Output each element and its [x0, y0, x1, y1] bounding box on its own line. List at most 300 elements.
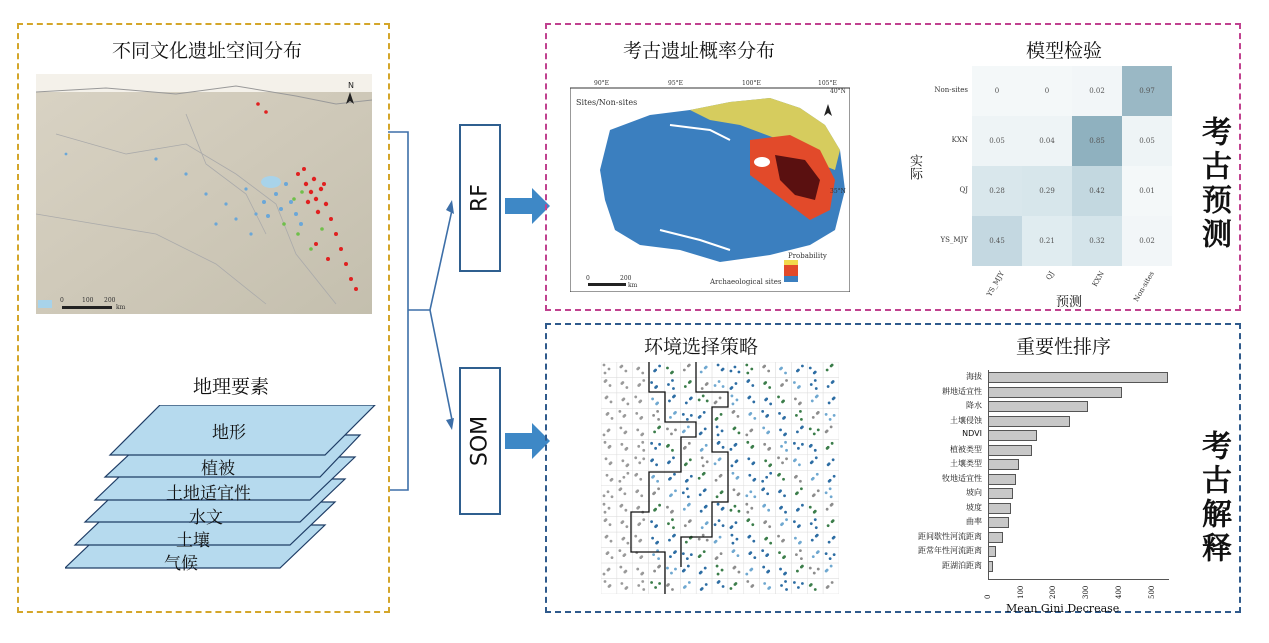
prob-top-tick-90: 90°E: [594, 80, 610, 87]
som-glyph: [702, 464, 705, 467]
som-glyph: [674, 550, 677, 553]
som-glyph: [688, 442, 691, 445]
som-glyph: [815, 456, 818, 459]
prob-legend-caption: Archaeological sites: [710, 278, 782, 286]
som-glyph: [671, 379, 674, 382]
importance-bar: [988, 488, 1013, 499]
som-cell: [617, 439, 633, 454]
som-glyph: [826, 429, 829, 432]
som-glyph: [625, 386, 628, 389]
som-glyph: [706, 539, 709, 542]
importance-bar: [988, 416, 1070, 427]
som-glyph: [795, 475, 798, 478]
som-glyph: [738, 492, 741, 495]
som-cell: [823, 455, 839, 470]
som-glyph: [701, 448, 704, 451]
som-glyph: [636, 568, 639, 571]
som-glyph: [717, 503, 720, 506]
som-glyph: [650, 442, 653, 445]
som-glyph: [780, 445, 783, 448]
som-glyph: [812, 477, 815, 480]
som-cell: [712, 455, 728, 470]
som-cell: [791, 532, 807, 547]
som-glyph: [705, 583, 708, 586]
som-glyph: [703, 472, 706, 475]
som-glyph: [611, 495, 614, 498]
som-cell: [680, 517, 696, 532]
som-glyph: [609, 384, 612, 387]
som-glyph: [766, 414, 769, 417]
som-glyph: [817, 428, 820, 431]
som-glyph: [833, 414, 836, 417]
som-glyph: [785, 449, 788, 452]
layer-terrain: 地形: [212, 423, 246, 443]
som-glyph: [830, 565, 833, 568]
som-glyph: [686, 557, 689, 560]
som-glyph: [829, 479, 832, 482]
som-glyph: [730, 370, 733, 373]
som-glyph: [704, 488, 707, 491]
som-glyph: [797, 447, 800, 450]
som-glyph: [674, 489, 677, 492]
som-cell: [728, 579, 744, 594]
som-glyph: [797, 508, 800, 511]
som-glyph: [641, 441, 644, 444]
cm-ylabel: 实际: [907, 154, 922, 180]
som-glyph: [746, 372, 749, 375]
som-glyph: [765, 398, 768, 401]
som-glyph: [751, 584, 754, 587]
som-glyph: [689, 380, 692, 383]
som-cell: [633, 579, 649, 594]
importance-bar: [988, 430, 1037, 441]
som-glyph: [811, 539, 814, 542]
som-glyph: [623, 492, 626, 495]
som-glyph: [826, 508, 829, 511]
som-glyph: [831, 503, 834, 506]
som-glyph: [826, 369, 829, 372]
som-cell: [633, 439, 649, 454]
som-glyph: [801, 443, 804, 446]
som-glyph: [810, 583, 813, 586]
som-cell: [664, 548, 680, 563]
som-cell: [823, 408, 839, 423]
som-glyph: [641, 432, 644, 435]
som-glyph: [825, 413, 828, 416]
som-glyph: [666, 506, 669, 509]
som-glyph: [654, 369, 657, 372]
som-glyph: [667, 583, 670, 586]
som-glyph: [652, 475, 655, 478]
som-glyph: [722, 446, 725, 449]
som-glyph: [653, 430, 656, 433]
som-glyph: [714, 462, 717, 465]
som-glyph: [624, 370, 627, 373]
som-glyph: [624, 509, 627, 512]
som-glyph: [608, 368, 611, 371]
som-glyph: [690, 414, 693, 417]
prob-map-scale-200: 200: [620, 275, 632, 282]
som-glyph: [639, 539, 642, 542]
som-glyph: [606, 474, 609, 477]
som-glyph: [626, 472, 629, 475]
som-glyph: [606, 535, 609, 538]
som-glyph: [642, 518, 645, 521]
som-cell: [680, 439, 696, 454]
som-glyph: [829, 418, 832, 421]
som-glyph: [666, 427, 669, 430]
som-glyph: [652, 414, 655, 417]
importance-xlabel: Mean Gini Decrease: [1006, 602, 1120, 615]
som-cell: [712, 362, 728, 377]
som-glyph: [764, 459, 767, 462]
som-glyph: [654, 447, 657, 450]
som-glyph: [745, 433, 748, 436]
som-cell: [633, 408, 649, 423]
som-glyph: [717, 433, 720, 436]
som-glyph: [700, 431, 703, 434]
som-glyph: [753, 495, 756, 498]
som-glyph: [618, 480, 621, 483]
som-glyph: [783, 494, 786, 497]
som-glyph: [618, 410, 621, 413]
som-glyph: [638, 383, 641, 386]
som-glyph: [735, 382, 738, 385]
som-glyph: [748, 474, 751, 477]
som-cell: [744, 548, 760, 563]
som-cell: [744, 532, 760, 547]
som-glyph: [610, 401, 613, 404]
som-grid: [601, 362, 839, 594]
som-glyph: [765, 537, 768, 540]
som-cell: [807, 408, 823, 423]
rf-model-box: [459, 124, 501, 272]
som-glyph: [700, 371, 703, 374]
cm-col-label: KXN: [1090, 270, 1106, 289]
som-glyph: [799, 549, 802, 552]
som-glyph: [721, 569, 724, 572]
som-glyph: [809, 567, 812, 570]
som-glyph: [810, 444, 813, 447]
som-glyph: [814, 379, 817, 382]
som-glyph: [607, 490, 610, 493]
som-cell: [823, 470, 839, 485]
som-glyph: [829, 487, 832, 490]
som-glyph: [668, 460, 671, 463]
som-glyph: [682, 413, 685, 416]
som-glyph: [767, 430, 770, 433]
som-glyph: [783, 416, 786, 419]
som-glyph: [762, 487, 765, 490]
som-glyph: [667, 444, 670, 447]
cm-row-label: Non-sites: [934, 86, 968, 94]
som-glyph: [830, 425, 833, 428]
som-glyph: [765, 476, 768, 479]
som-glyph: [732, 542, 735, 545]
som-glyph: [749, 551, 752, 554]
importance-xtick: 400: [1114, 585, 1123, 599]
som-glyph: [817, 411, 820, 414]
som-glyph: [799, 410, 802, 413]
som-glyph: [780, 584, 783, 587]
som-glyph: [777, 456, 780, 459]
som-glyph: [641, 572, 644, 575]
som-cell: [633, 362, 649, 377]
som-glyph: [673, 534, 676, 537]
som-cell: [664, 563, 680, 578]
som-glyph: [638, 522, 641, 525]
som-cell: [601, 408, 617, 423]
som-glyph: [656, 480, 659, 483]
som-glyph: [828, 541, 831, 544]
importance-xtick: 0: [984, 594, 992, 599]
importance-chart: [900, 362, 1200, 615]
som-glyph: [668, 400, 671, 403]
som-glyph: [750, 368, 753, 371]
som-cell: [823, 532, 839, 547]
importance-bar: [988, 546, 996, 557]
som-glyph: [690, 553, 693, 556]
som-glyph: [698, 538, 701, 541]
som-cell: [728, 517, 744, 532]
som-glyph: [750, 507, 753, 510]
som-glyph: [809, 427, 812, 430]
som-glyph: [778, 551, 781, 554]
som-cell: [791, 393, 807, 408]
som-cell: [760, 439, 776, 454]
som-glyph: [753, 478, 756, 481]
som-glyph: [753, 417, 756, 420]
som-glyph: [718, 519, 721, 522]
som-glyph: [605, 457, 608, 460]
som-glyph: [684, 524, 687, 527]
som-glyph: [784, 580, 787, 583]
som-glyph: [745, 494, 748, 497]
som-glyph: [810, 383, 813, 386]
som-glyph: [651, 398, 654, 401]
som-glyph: [717, 573, 720, 576]
som-glyph: [637, 584, 640, 587]
som-glyph: [794, 458, 797, 461]
som-cell: [728, 501, 744, 516]
som-glyph: [738, 510, 741, 513]
som-glyph: [603, 573, 606, 576]
cm-cell: 0.29: [1022, 166, 1072, 216]
som-glyph: [686, 479, 689, 482]
cm-cell: 0.32: [1072, 216, 1122, 266]
som-glyph: [722, 507, 725, 510]
som-glyph: [812, 555, 815, 558]
som-glyph: [657, 487, 660, 490]
som-glyph: [672, 387, 675, 390]
archaeological-prediction-label: 考古预测: [1196, 116, 1231, 252]
som-cell: [807, 393, 823, 408]
som-glyph: [636, 489, 639, 492]
som-cell: [617, 393, 633, 408]
cm-cell: 0.42: [1072, 166, 1122, 216]
som-model-box: [459, 367, 501, 515]
som-glyph: [746, 441, 749, 444]
cm-cell: 0: [1022, 66, 1072, 116]
som-glyph: [830, 495, 833, 498]
cm-cell: 0.28: [972, 166, 1022, 216]
som-glyph: [608, 507, 611, 510]
som-glyph: [690, 397, 693, 400]
importance-xtick: 300: [1082, 585, 1091, 599]
som-cell: [776, 579, 792, 594]
som-glyph: [703, 411, 706, 414]
som-cell: [664, 486, 680, 501]
importance-bar-label: 土壤类型: [950, 459, 982, 468]
som-glyph: [833, 536, 836, 539]
som-cell: [760, 501, 776, 516]
model-validation-title: 模型检验: [1026, 40, 1103, 62]
som-glyph: [813, 493, 816, 496]
som-cell: [633, 501, 649, 516]
som-glyph: [626, 463, 629, 466]
som-glyph: [796, 491, 799, 494]
som-glyph: [674, 411, 677, 414]
som-glyph: [768, 447, 771, 450]
som-cell: [617, 455, 633, 470]
som-cell: [728, 362, 744, 377]
som-glyph: [781, 522, 784, 525]
som-cell: [791, 563, 807, 578]
som-glyph: [798, 524, 801, 527]
som-glyph: [658, 365, 661, 368]
som-glyph: [799, 480, 802, 483]
prob-side-tick-35: 35°N: [830, 188, 846, 195]
som-cell: [664, 532, 680, 547]
som-glyph: [766, 553, 769, 556]
som-cell: [664, 393, 680, 408]
som-glyph: [626, 542, 629, 545]
som-cell: [823, 517, 839, 532]
som-glyph: [747, 457, 750, 460]
som-cell: [760, 362, 776, 377]
som-glyph: [684, 585, 687, 588]
prob-top-tick-105: 105°E: [818, 80, 837, 87]
som-glyph: [637, 367, 640, 370]
som-glyph: [639, 400, 642, 403]
som-glyph: [636, 428, 639, 431]
som-glyph: [794, 398, 797, 401]
som-cell: [776, 563, 792, 578]
som-glyph: [817, 489, 820, 492]
geo-factors-title: 地理要素: [193, 376, 270, 398]
som-glyph: [793, 520, 796, 523]
som-glyph: [626, 403, 629, 406]
som-glyph: [737, 554, 740, 557]
som-glyph: [610, 540, 613, 543]
som-glyph: [735, 521, 738, 524]
som-glyph: [700, 510, 703, 513]
som-cell: [807, 424, 823, 439]
importance-bar-label: 曲率: [966, 517, 982, 526]
som-glyph: [698, 399, 701, 402]
som-glyph: [801, 565, 804, 568]
som-glyph: [670, 432, 673, 435]
som-cell: [760, 517, 776, 532]
som-glyph: [686, 418, 689, 421]
som-cell: [776, 424, 792, 439]
som-glyph: [702, 395, 705, 398]
som-cell: [744, 408, 760, 423]
som-glyph: [767, 370, 770, 373]
som-cell: [601, 532, 617, 547]
som-glyph: [831, 442, 834, 445]
som-glyph: [603, 494, 606, 497]
som-cell: [776, 486, 792, 501]
som-glyph: [785, 457, 788, 460]
som-glyph: [706, 400, 709, 403]
som-glyph: [650, 381, 653, 384]
som-glyph: [671, 588, 674, 591]
som-glyph: [654, 508, 657, 511]
som-cell: [696, 579, 712, 594]
som-glyph: [779, 428, 782, 431]
importance-bar: [988, 445, 1032, 456]
som-glyph: [738, 431, 741, 434]
som-glyph: [793, 442, 796, 445]
som-glyph: [687, 495, 690, 498]
som-glyph: [798, 385, 801, 388]
som-cell: [617, 377, 633, 392]
som-cell: [807, 501, 823, 516]
som-glyph: [715, 479, 718, 482]
som-glyph: [750, 568, 753, 571]
som-glyph: [747, 379, 750, 382]
som-glyph: [673, 473, 676, 476]
som-glyph: [718, 380, 721, 383]
som-glyph: [606, 396, 609, 399]
som-glyph: [651, 537, 654, 540]
som-glyph: [701, 587, 704, 590]
som-glyph: [705, 505, 708, 508]
som-glyph: [812, 416, 815, 419]
som-glyph: [829, 557, 832, 560]
importance-bar: [988, 401, 1088, 412]
som-glyph: [784, 511, 787, 514]
site-distribution-title: 不同文化遗址空间分布: [112, 40, 303, 62]
som-glyph: [748, 396, 751, 399]
som-glyph: [706, 521, 709, 524]
som-glyph: [796, 430, 799, 433]
som-glyph: [717, 364, 720, 367]
som-glyph: [682, 552, 685, 555]
som-glyph: [673, 395, 676, 398]
som-glyph: [797, 586, 800, 589]
som-glyph: [687, 565, 690, 568]
som-glyph: [716, 425, 719, 428]
som-cell: [760, 455, 776, 470]
cm-col-label: YS_MJY: [985, 270, 1006, 298]
som-glyph: [683, 369, 686, 372]
som-glyph: [640, 494, 643, 497]
som-cell: [791, 486, 807, 501]
som-glyph: [622, 398, 625, 401]
som-glyph: [778, 412, 781, 415]
som-glyph: [801, 582, 804, 585]
som-glyph: [611, 417, 614, 420]
som-glyph: [733, 410, 736, 413]
som-glyph: [816, 534, 819, 537]
som-glyph: [715, 540, 718, 543]
som-cell: [680, 579, 696, 594]
som-glyph: [603, 364, 606, 367]
som-glyph: [816, 473, 819, 476]
cm-cell: 0.04: [1022, 116, 1072, 166]
